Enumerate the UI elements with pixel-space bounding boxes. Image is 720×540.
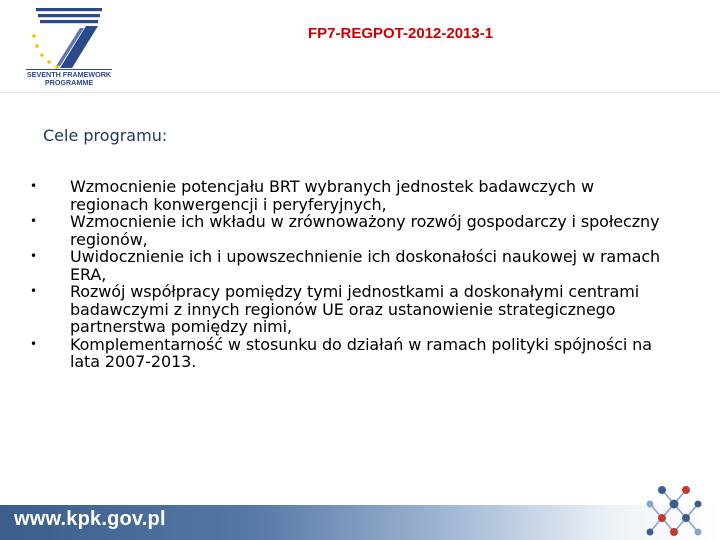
goal-text: Komplementarność w stosunku do działań w ramach polityki spójności na lata 2007-2013. (70, 334, 652, 371)
goal-item (28, 283, 668, 336)
goal-text: Rozwój współpracy pomiędzy tymi jednostkami a doskonałymi centrami badawczymi z innych regionów UE oraz ustanowienie strategicznego partnerstwa pomiędzy nimi, (70, 282, 640, 336)
goal-text: Uwidocznienie ich i upowszechnienie ich doskonałości naukowej w ramach ERA, (70, 247, 661, 284)
bullet-icon: • (30, 179, 37, 193)
slide-header (0, 0, 720, 92)
goal-item (28, 248, 668, 283)
section-title: Cele programu: (43, 126, 168, 145)
footer-url-link[interactable]: www.kpk.gov.pl (14, 508, 166, 530)
bullet-icon: • (30, 336, 37, 351)
bullet-icon: • (30, 214, 37, 228)
program-code: FP7-REGPOT-2012-2013-1 (308, 25, 494, 42)
goal-item (28, 178, 668, 213)
goal-item (28, 213, 668, 248)
goal-item (28, 336, 668, 371)
goal-text: Wzmocnienie potencjału BRT wybranych jednostek badawczych w regionach konwergencji i peryferyjnych, (70, 177, 594, 214)
header-divider (0, 92, 720, 93)
bullet-icon: • (30, 284, 37, 298)
bullet-icon: • (30, 249, 37, 263)
logo-text-line-1: SEVENTH FRAMEWORK (26, 70, 112, 79)
logo-text-line-2: PROGRAMME (44, 78, 94, 87)
network-logo-icon (632, 482, 716, 540)
goals-list (28, 178, 668, 371)
goal-text: Wzmocnienie ich wkładu w zrównoważony rozwój gospodarczy i społeczny regionów, (70, 212, 660, 249)
fp7-logo (26, 6, 112, 90)
